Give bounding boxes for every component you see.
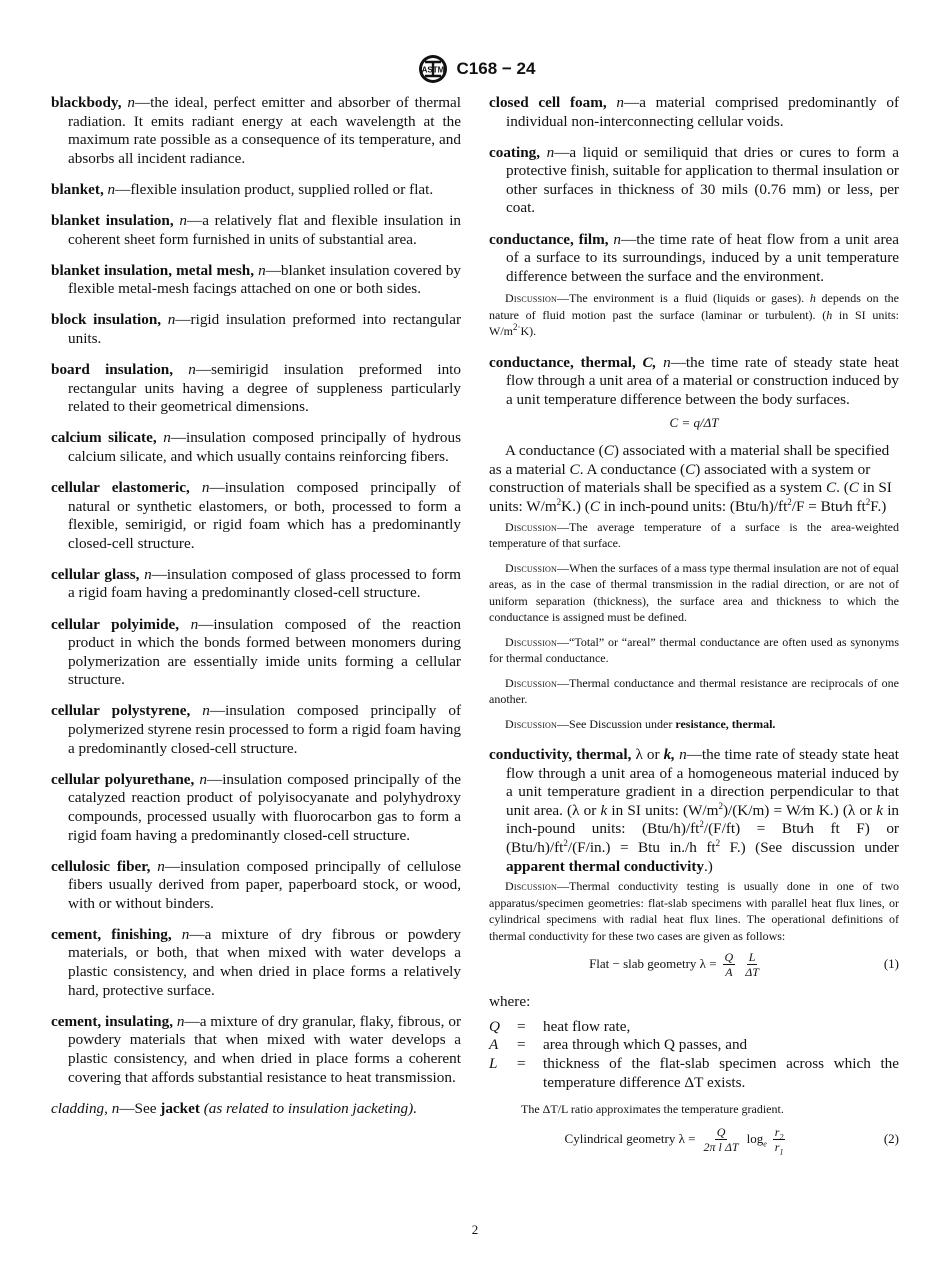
left-column [51,94,461,1131]
entry-item [51,771,461,845]
entry-cladding: cladding, n—See jacket (as related to insulation jacketing). [51,1099,417,1117]
entry-item [51,566,461,603]
conductance-paragraph: A conductance (C) associated with a material shall be specified as a material C. A conductance (C) associated with a system or construction of materials shall be specified as a system C. (C in SI units: $W/m^2K$.) (C in inch-pound units: $(Btu/h)/ft^2/F$ = Btu⁄h $ft^2F$.) [489,442,892,515]
designation-title: C168 − 24 [456,59,536,78]
svg-text:ASTM: ASTM [421,65,444,75]
entry-term: cellular polyurethane, [51,770,195,788]
entry-item [51,212,461,249]
entry-definition: —flexible insulation product, supplied rolled or flat. [115,180,434,198]
discussion-note: Discussion—When the surfaces of a mass type thermal insulation are not of equal areas, as in the case of thermal transmission in the radial direction, or are not of uniform separation (thickness), the surface area and thickness to which the conductance is assigned must be defined. [489,560,899,625]
entry-closed-cell-foam: closed cell foam, n—a material comprised predominantly of individual non-interconnecting cellular voids. [489,94,900,130]
entry-item [51,858,461,914]
entry-definition: —insulation composed principally of hydrous calcium silicate, and which usually contains reinforcing fibers. [68,429,461,465]
discussion-note: Discussion—“Total” or “areal” thermal conductance are often used as synonyms for thermal conductance. [489,634,899,666]
entry-item [51,479,461,553]
entry-item [51,702,461,758]
entry-term: cellulosic fiber, [51,857,151,875]
entry-item [51,429,461,466]
entry-pos: n [167,311,176,329]
discussion-conductivity: Discussion—Thermal conductivity testing is usually done in one of two apparatus/specimen geometries: flat-slab specimens with parallel heat flux lines, or cylindrical specimens with radial heat flux lines. The operational definitions of thermal conductivity for these two cases are given as follows: [489,879,899,943]
entry-conductance-thermal: conductance, thermal, C, n—the time rate of steady state heat flow through a unit area of a material or construction induced by a unit temperature difference between the body surfaces. [489,353,900,409]
entry-pos: n [179,211,187,229]
entry-item [51,181,461,200]
entry-definition: —a relatively flat and flexible insulation in coherent sheet form furnished in units of substantial area. [68,211,462,248]
variable-list [489,1018,899,1092]
entry-definition: —a mixture of dry fibrous or powdery materials, or both, that when mixed with water develops a plastic consistency, and when dried in place forms a relatively hard, protective surface. [68,925,461,999]
entry-term: board insulation, [51,361,174,379]
cross-reference: jacket [160,1099,200,1117]
entry-pos: n [144,565,152,583]
entry-conductance-film: conductance, film, n—the time rate of heat flow from a unit area of a surface to its surroundings, induced by a unit temperature difference between the surface and the environment. [489,230,899,285]
equation-conductance: C = q/ΔT [669,414,719,430]
entry-item [51,926,461,1000]
entry-item [51,1013,461,1087]
entry-item [51,311,461,348]
astm-logo-icon [415,53,451,85]
entry-term: cellular polyimide, [51,615,180,633]
discussion-see-resistance: Discussion—See Discussion under resistance, thermal. [505,716,776,731]
entry-definition: —insulation composed principally of the catalyzed reaction product of polyisocyanate and polyhydroxy compounds, processed usually with fluorocarbon gas to form a rigid foam having a predominantly closed-cell structure. [68,770,462,844]
page-number: 2 [471,1222,479,1237]
ratio-note: The ΔT/L ratio approximates the temperature gradient. [521,1102,784,1117]
entry-definition: —blanket insulation covered by flexible metal-mesh facings attached on one or both sides. [68,261,462,298]
entry-definition: —insulation composed principally of natural or synthetic elastomers, or both, processed to form a flexible, semirigid, or rigid foam which has a predominantly closed-cell structure. [68,479,461,552]
entry-definition: —insulation composed principally of polymerized styrene resin processed to form a rigid foam having a predominantly closed-cell structure. [68,702,462,757]
entry-term: cellular polystyrene, [51,702,191,720]
entry-pos: n [258,261,266,279]
entry-definition: —semirigid insulation preformed into rectangular units having a degree of suppleness particularly related to their geometrical dimensions. [68,361,461,416]
entry-item [51,361,461,417]
entry-term: blanket, [51,180,104,198]
entry-pos: n [199,770,208,788]
entry-pos: n [202,702,210,720]
equation-2: Cylindrical geometry λ = $\frac{Q}{\text{2π l ΔT}}$ $\log_e$ $\frac{r_2}{r_1}$ (2) [564,1124,899,1157]
entry-pos: n [176,1012,185,1030]
where-label: where: [489,993,531,1011]
variable-row: A = area through which Q passes, and [489,1036,748,1054]
page-header [0,52,950,86]
entry-term: calcium silicate, [51,429,157,447]
entry-term: blanket insulation, metal mesh, [51,261,254,279]
right-column [489,94,899,1164]
entry-item [51,616,461,690]
entry-pos: n [163,429,171,447]
entry-pos: n [188,361,196,379]
entry-term: blackbody, [51,94,122,111]
entry-definition: —insulation composed of the reaction product in which the bonds formed between monomers during polymerization are essentially imide units forming a cellular structure. [68,615,462,689]
entry-term: cellular glass, [51,565,140,583]
variable-row: L = thickness of the flat-slab specimen across which the temperature difference ΔT exists. [489,1055,899,1091]
entry-term: block insulation, [51,311,162,329]
entry-definition: —insulation composed of glass processed to form a rigid foam having a predominantly closed-cell structure. [68,565,461,602]
entry-definition: —rigid insulation preformed into rectangular units. [68,311,462,347]
entry-pos: n [190,615,199,633]
entry-term: blanket insulation, [51,211,174,229]
discussion-list [489,519,899,708]
entry-item [51,262,461,299]
entry-pos: n [201,479,210,496]
entry-pos: n [157,857,165,875]
entry-definition: —insulation composed principally of cellulose fibers usually derived from paper, paperboard stock, or wood, with or without binders. [68,857,461,912]
entry-term: cement, finishing, [51,925,172,943]
discussion-note: Discussion—Thermal conductance and thermal resistance are reciprocals of one another. [489,675,899,707]
entry-coating: coating, n—a liquid or semiliquid that dries or cures to form a protective finish, suitable for application to thermal insulation or other surfaces in thickness of 30 mils (0.76 mm) or less, per coat. [489,143,899,217]
entry-pos: n [107,180,116,198]
entry-pos: n [181,925,190,943]
entry-pos: n [127,94,135,111]
equation-1: Flat − slab geometry λ = $\frac{Q}{A}$ $\frac{L}{\Delta T}$ (1) [589,950,899,980]
discussion-film: Discussion—The environment is a fluid (liquids or gases). h depends on the nature of fluid motion past the surface (laminar or turbulent). (h in SI units: $W/m^{2\cdot}K$). [489,291,900,339]
entry-definition: —the ideal, perfect emitter and absorber of thermal radiation. It emits radiant energy at each wavelength at the maximum rate possible as a consequence of its temperature, and absorbs all incident radiance. [68,94,461,167]
variable-row: Q = heat flow rate, [489,1017,631,1035]
entry-conductivity-thermal: conductivity, thermal, λ or k, n—the time rate of steady state heat flow through a unit area of a homogeneous material induced by a unit temperature gradient in a direction perpendicular to that unit area. (λ or k in SI units: $(W/m^2)/(K/m)$ = W⁄m K.) (λ or k in inch-pound units: $(Btu/h)/ft^2/(F/ft)$ = Btu⁄h ft F) or $(Btu/h)/ft^2/(F/in.)$ = Btu in./h $ft^2$ F.) (See discussion under apparent thermal conductivity.) [489,746,900,875]
entry-term: cellular elastomeric, [51,479,190,496]
entry-term: cement, insulating, [51,1012,174,1030]
entry-item [51,94,461,168]
discussion-note: Discussion—The average temperature of a surface is the area-weighted temperature of that surface. [489,519,899,551]
entry-definition: —a mixture of dry granular, flaky, fibrous, or powdery materials that when mixed with water develops a plastic consistency, and when dried in place forms a coherent covering that affords substantial resistance to heat transmission. [68,1012,462,1086]
